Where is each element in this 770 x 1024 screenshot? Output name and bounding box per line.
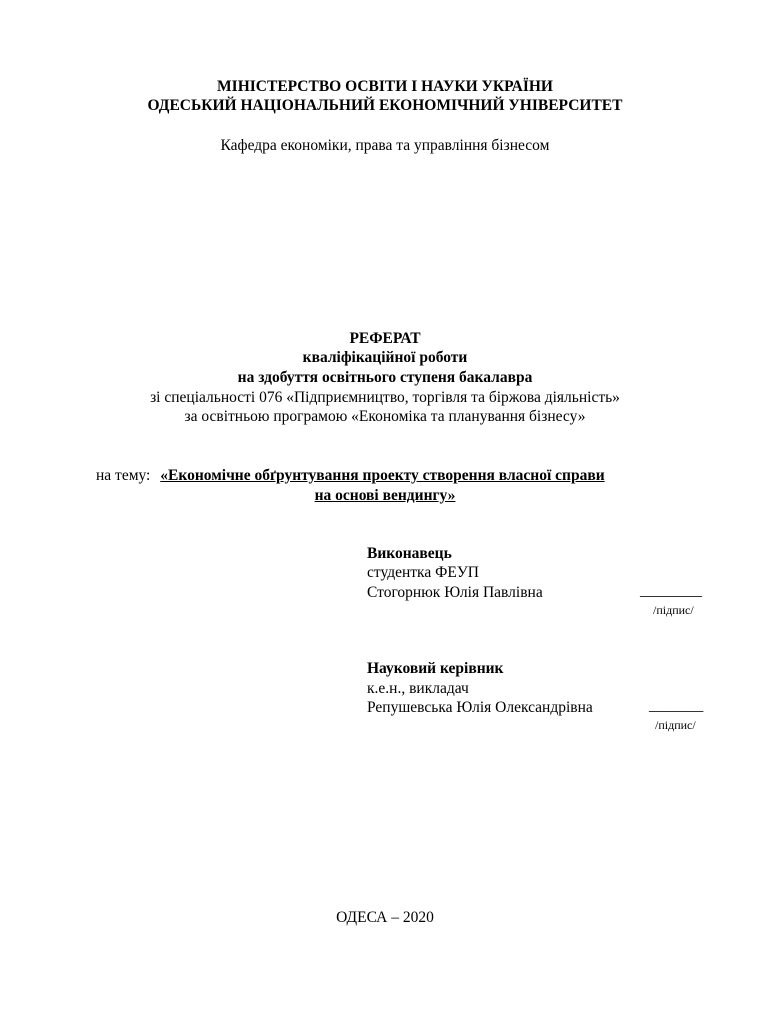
topic-prefix: на тему: [96, 467, 155, 484]
city-year: ОДЕСА – 2020 [336, 909, 434, 926]
executor-name: Стогорнюк Юлія Павлівна [367, 584, 543, 601]
supervisor-role: к.е.н., викладач [367, 680, 469, 697]
executor-signature-line: ________ [640, 582, 702, 599]
degree-line: на здобуття освітнього ступеня бакалавра [237, 369, 533, 386]
executor-role: студентка ФЕУП [367, 564, 479, 581]
ministry-heading: МІНІСТЕРСТВО ОСВІТИ І НАУКИ УКРАЇНИ [217, 78, 553, 95]
topic-title-part-2: на основі вендингу» [314, 487, 456, 504]
university-heading: ОДЕСЬКИЙ НАЦІОНАЛЬНИЙ ЕКОНОМІЧНИЙ УНІВЕРСИТЕТ [147, 97, 623, 114]
document-title: РЕФЕРАТ [349, 330, 421, 347]
executor-signature-caption: /підпис/ [653, 603, 694, 617]
specialty-line: зі спеціальності 076 «Підприємництво, торгівля та біржова діяльність» [150, 389, 620, 406]
topic-title-part-1: «Економічне обґрунтування проекту створення власної справи [160, 467, 605, 484]
topic-line-1 [96, 467, 605, 485]
program-line: за освітньою програмою «Економіка та планування бізнесу» [184, 408, 586, 425]
department-name: Кафедра економіки, права та управління бізнесом [220, 137, 550, 154]
supervisor-heading: Науковий керівник [367, 660, 504, 677]
executor-heading: Виконавець [367, 545, 452, 562]
supervisor-name: Репушевська Юлія Олександрівна [367, 699, 593, 716]
supervisor-signature-caption: /підпис/ [655, 718, 696, 732]
work-type: кваліфікаційної роботи [302, 349, 468, 366]
supervisor-signature-line: _______ [649, 697, 704, 714]
